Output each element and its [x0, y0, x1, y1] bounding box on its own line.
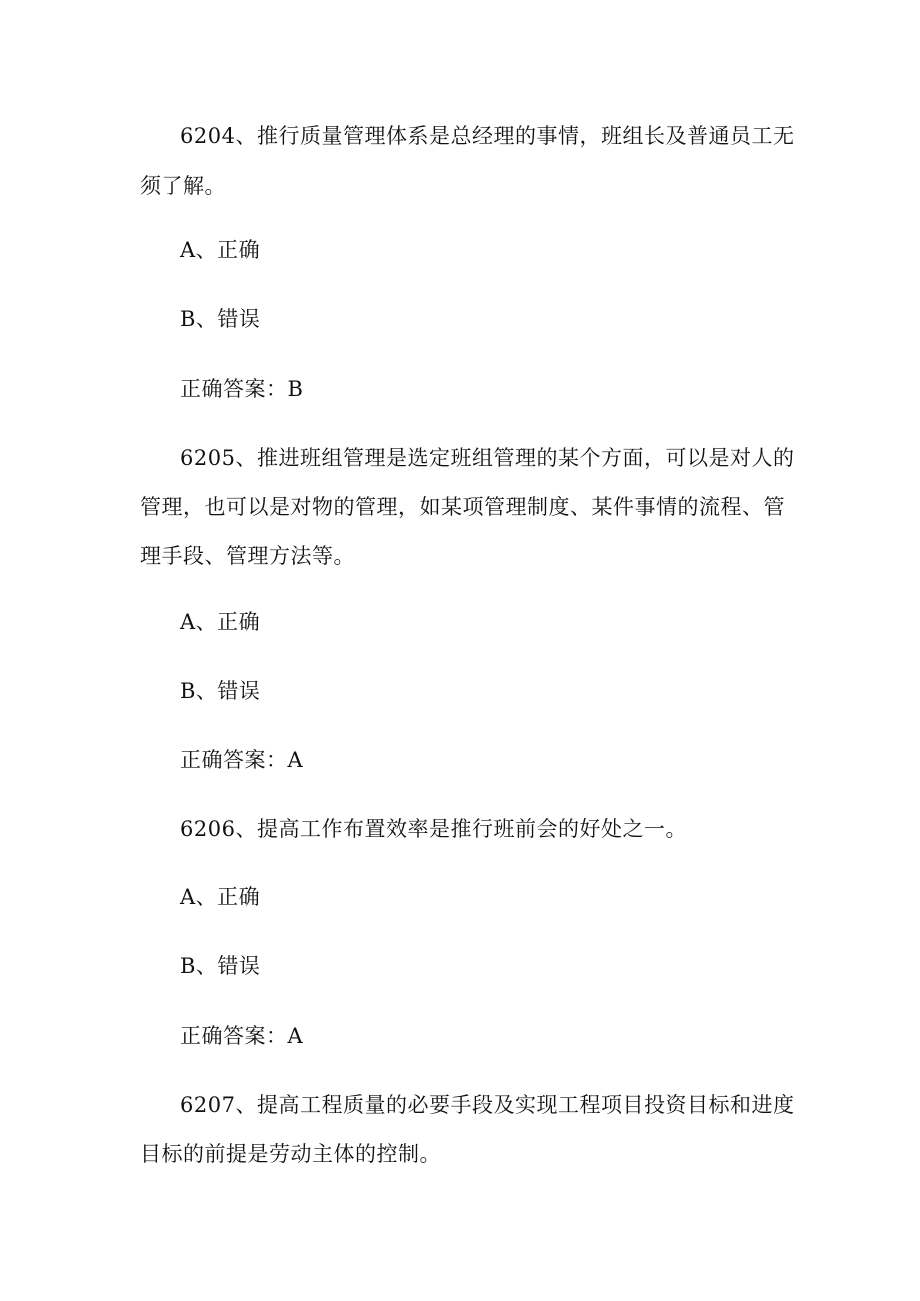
question-6206-answer: 正确答案：A: [180, 1024, 304, 1048]
question-6207-stem-line-1: 6207、提高工程质量的必要手段及实现工程项目投资目标和进度: [180, 1093, 795, 1117]
question-6204-stem-line-1: 6204、推行质量管理体系是总经理的事情，班组长及普通员工无: [180, 124, 795, 148]
question-6206-option-a: A、正确: [180, 885, 261, 909]
question-6204-stem-line-2: 须了解。: [140, 174, 226, 198]
question-6205-answer: 正确答案：A: [180, 748, 304, 772]
question-6205-stem-line-1: 6205、推进班组管理是选定班组管理的某个方面，可以是对人的: [180, 446, 795, 470]
question-6205-stem-line-2: 管理，也可以是对物的管理，如某项管理制度、某件事情的流程、管: [140, 495, 785, 519]
question-6207-stem-line-2: 目标的前提是劳动主体的控制。: [140, 1142, 441, 1166]
question-6205-option-b: B、错误: [180, 679, 261, 703]
question-6206-option-b: B、错误: [180, 954, 261, 978]
question-6205-stem-line-3: 理手段、管理方法等。: [140, 544, 355, 568]
question-6204-option-b: B、错误: [180, 307, 261, 331]
question-6204-option-a: A、正确: [180, 238, 261, 262]
question-6204-answer: 正确答案：B: [180, 377, 304, 401]
question-6206-stem-line-1: 6206、提高工作布置效率是推行班前会的好处之一。: [180, 817, 687, 841]
question-6205-option-a: A、正确: [180, 610, 261, 634]
